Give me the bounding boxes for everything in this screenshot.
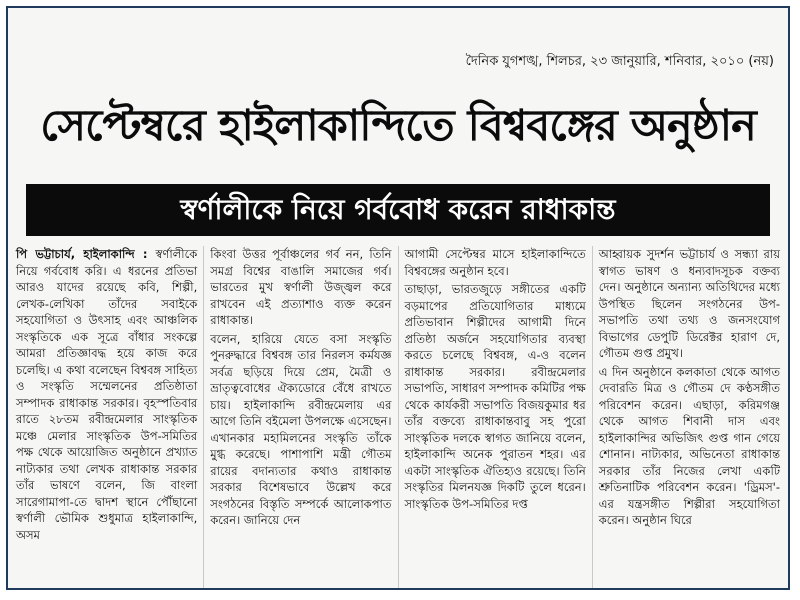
subheadline: স্বর্ণালীকে নিয়ে গর্ববোধ করেন রাধাকান্ত [180, 193, 616, 226]
article-paragraph: তাছাড়া, ভারতজুড়ে সঙ্গীতের একটি বড়মাপের প্রতিযোগিতার মাধ্যমে প্রতিভাবান শিল্পীদের আগামী দিনে প্রতিষ্ঠা অর্জনে সহযোগিতার ব্যবস্থা করতে চলেছে বিশ্ববঙ্গ, এ-ও বলেন রাধাকান্ত সরকার। রবীন্দ্রমেলার সভাপতি, সাধারণ সম্পাদক কমিটির পক্ষ থেকে কার্যকরী সভাপতি বিজয়কুমার ধর তাঁর বক্তব্যে রাধাকান্তবাবু সহ পুরো সাংস্কৃতিক দলকে স্বাগত জানিয়ে বলেন, হাইলাকান্দি অনেক পুরাতন শহর। এর একটা সাংস্কৃতিক ঐতিহ্যও রয়েছে। তিনি সংস্কৃতির মিলনযজ্ঞ দিকটি তুলে ধরেন। সাংস্কৃতিক উপ-সমিতির দপ্ত [404, 282, 586, 511]
article-paragraph: বলেন, হারিয়ে যেতে বসা সংস্কৃতি পুনরুদ্ধারে বিশ্ববঙ্গ তার নিরলস কর্মযজ্ঞ সর্বত্র ছড়িয়ে দিয়ে প্রেম, মৈত্রী ও ভ্রাতৃত্ববোধের ঐক্যডোরে বেঁধে রাখতে চায়। হাইলাকান্দি রবীন্দ্রমেলায় এর আগে তিনি বইমেলা উপলক্ষে এসেছেন। এখানকার মহামিলনের সংস্কৃতি তাঁকে মুগ্ধ করেছে। পাশাপাশি মন্ত্রী গৌতম রায়ের বদান্যতার কথাও রাধাকান্ত সরকার বিশেষভাবে উল্লেখ করে সংগঠনের বিস্তৃতি সম্পর্কে আলোকপাত করেন। জানিয়ে দেন [210, 331, 392, 527]
subheadline-band [26, 184, 770, 236]
article-column-1 [10, 246, 204, 590]
dateline: দৈনিক যুগশঙ্খ, শিলচর, ২৩ জানুয়ারি, শনিবার, ২০১০ (নয়) [465, 54, 774, 69]
article-column-2 [204, 246, 398, 590]
article-paragraph: আহ্বায়ক সুদর্শন ভট্টাচার্য ও সন্ধ্যা রায় স্বাগত ভাষণ ও ধন্যবাদসূচক বক্তব্য দেন। অনুষ্ঠানে অন্যান্য অতিথিদের মধ্যে উপস্থিত ছিলেন সংগঠনের উপ-সভাপতি তথা তথ্য ও জনসংযোগ বিভাগের ডেপুটি ডিরেক্টর হারাণ দে, গৌতম গুপ্ত প্রমুখ। [598, 247, 780, 360]
article-columns [10, 246, 786, 590]
headline: সেপ্টেম্বরে হাইলাকান্দিতে বিশ্ববঙ্গের অনুষ্ঠান [40, 101, 756, 151]
article-column-4 [593, 246, 786, 590]
article-paragraph: এ দিন অনুষ্ঠানে কলকাতা থেকে আগত দেবারতি মিত্র ও গৌতম দে কণ্ঠসঙ্গীত পরিবেশন করেন। এছাড়া, করিমগঞ্জ থেকে আগত শিবানী দাস এবং হাইলাকান্দির অভিজিৎ গুপ্ত গান গেয়ে শোনান। নাট্যকার, অভিনেতা রাধাকান্ত সরকার তাঁর নিজের লেখা একটি শ্রুতিনাটিক পরিবেশন করেন। 'ড্রিমস'-এর যন্ত্রসঙ্গীত শিল্পীরা সহযোগিতা করেন। অনুষ্ঠান ঘিরে [598, 364, 780, 527]
article-column-3 [399, 246, 593, 590]
article-paragraph: আগামী সেপ্টেম্বর মাসে হাইলাকান্দিতে বিশ্ববঙ্গের অনুষ্ঠান হবে। [404, 247, 586, 278]
paragraph-text: স্বর্ণালীকে নিয়ে গর্ববোধ করি। এ ধরনের প্রতিভা আরও যাদের রয়েছে কবি, শিল্পী, লেখক-লেখিকা তাঁদের সবাইকে সহযোগিতা ও উৎসাহ এবং আঞ্চলিক সংস্কৃতিকে এক সূত্রে বাঁধার সংকল্পে আমরা প্রতিজ্ঞাবদ্ধ হয়ে কাজ করে চলেছি। এ কথা বলেছেন বিশ্ববঙ্গ সাহিত্য ও সংস্কৃতি সম্মেলনের প্রতিষ্ঠাতা সম্পাদক রাধাকান্ত সরকার। বৃহস্পতিবার রাতে ২৮তম রবীন্দ্রমেলার সাংস্কৃতিক মঞ্চে মেলার সাংস্কৃতিক উপ-সমিতির পক্ষ থেকে আয়োজিত অনুষ্ঠানে প্রখ্যাত নাট্যকার তথা লেখক রাধাকান্ত সরকার তাঁর ভাষণে বলেন, জি বাংলা সারেগামাপা-তে দ্বাদশ স্থানে পৌঁছানো স্বর্ণালী ভৌমিক শুধুমাত্র হাইলাকান্দি, অসম [16, 247, 198, 542]
article-paragraph [16, 246, 197, 543]
newspaper-clipping [6, 6, 790, 590]
article-paragraph: কিংবা উত্তর পূর্বাঞ্চলের গর্ব নন, তিনি সমগ্র বিশ্বের বাঙালি সমাজের গর্ব। ভারতের মুখ স্বর্ণালী উজ্জ্বল করে রাখবেন এই প্রত্যাশাও ব্যক্ত করেন রাধাকান্ত। [210, 247, 392, 327]
byline: পি ভট্টাচার্য, হাইলাকান্দি : [16, 247, 148, 261]
